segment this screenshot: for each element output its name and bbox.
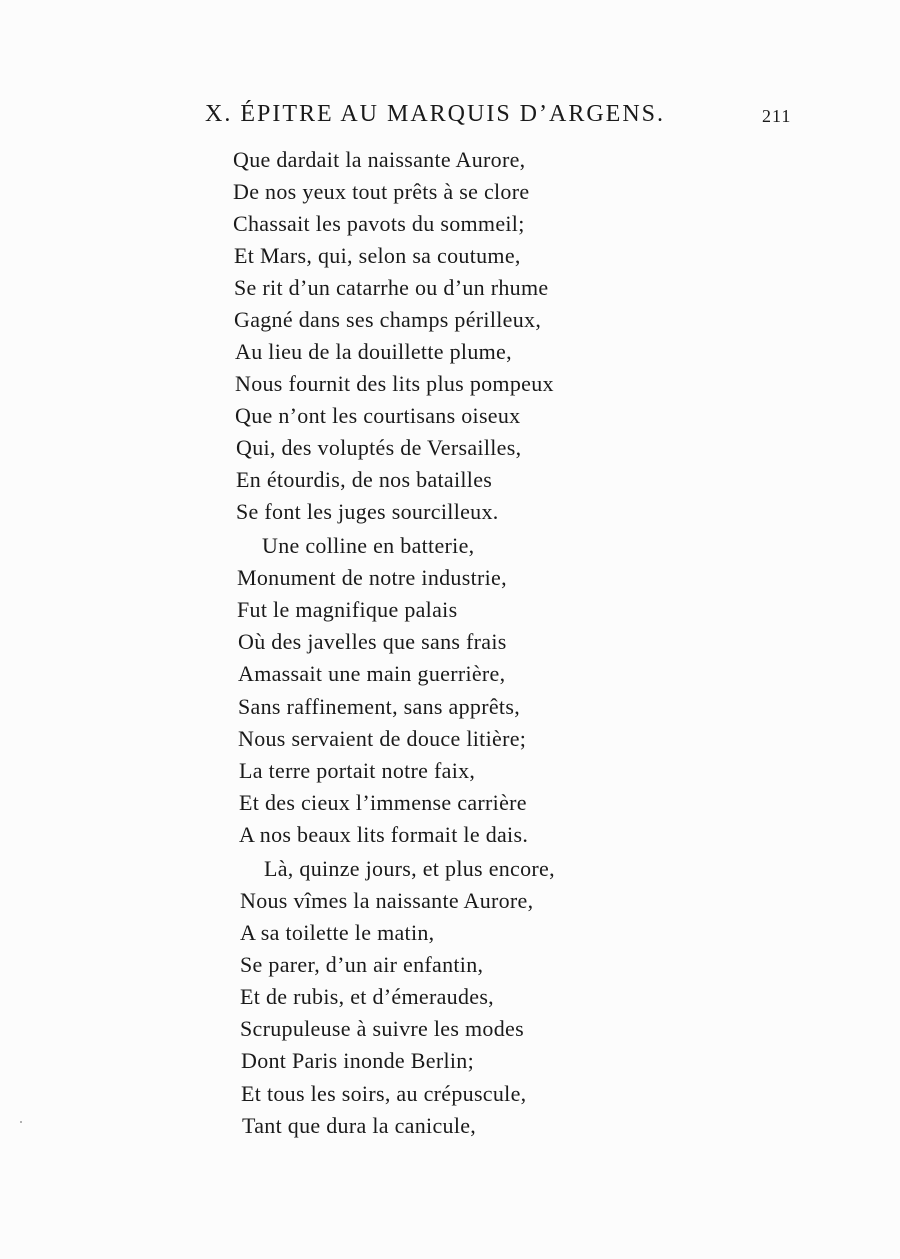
poem-line: Fut le magnifique palais [237, 597, 458, 622]
poem-line: Tant que dura la canicule, [242, 1113, 477, 1138]
poem-line: La terre portait notre faix, [239, 758, 476, 783]
running-head-title: X. ÉPITRE AU MARQUIS D’ARGENS. [205, 101, 666, 127]
poem-line: Au lieu de la douillette plume, [235, 339, 512, 364]
poem-line: Gagné dans ses champs périlleux, [234, 307, 542, 332]
poem-line: Nous servaient de douce litière; [238, 726, 527, 751]
poem-line: Scrupuleuse à suivre les modes [240, 1016, 524, 1041]
poem-line: Et des cieux l’immense carrière [239, 790, 527, 815]
poem-line: Que n’ont les courtisans oiseux [235, 403, 521, 428]
poem-line: Nous fournit des lits plus pompeux [235, 371, 554, 396]
poem-line: Et tous les soirs, au crépuscule, [241, 1081, 527, 1106]
poem-line: Et Mars, qui, selon sa coutume, [234, 243, 521, 268]
poem-line: Que dardait la naissante Aurore, [233, 147, 526, 172]
poem-line: A sa toilette le matin, [240, 920, 435, 945]
poem-line: Qui, des voluptés de Versailles, [236, 435, 522, 460]
page-number: 211 [762, 106, 792, 126]
poem-line: Se rit d’un catarrhe ou d’un rhume [234, 275, 549, 300]
poem-line: Et de rubis, et d’émeraudes, [240, 984, 494, 1009]
poem-line: Là, quinze jours, et plus encore, [264, 856, 555, 881]
poem-line: Où des javelles que sans frais [238, 629, 507, 654]
poem-line: Se parer, d’un air enfantin, [240, 952, 484, 977]
poem-line: De nos yeux tout prêts à se clore [233, 179, 530, 204]
poem-line: Dont Paris inonde Berlin; [241, 1048, 474, 1073]
paper-speck [20, 1121, 22, 1123]
poem-line: Sans raffinement, sans apprêts, [238, 694, 520, 719]
poem-line: Chassait les pavots du sommeil; [233, 211, 525, 236]
poem-line: Monument de notre industrie, [237, 565, 507, 590]
poem-line: Une colline en batterie, [262, 533, 475, 558]
poem-line: En étourdis, de nos batailles [236, 467, 493, 492]
poem-line: Nous vîmes la naissante Aurore, [240, 888, 534, 913]
poem-line: Amassait une main guerrière, [238, 661, 506, 686]
poem-line: Se font les juges sourcilleux. [236, 499, 499, 524]
poem-line: A nos beaux lits formait le dais. [239, 822, 529, 847]
